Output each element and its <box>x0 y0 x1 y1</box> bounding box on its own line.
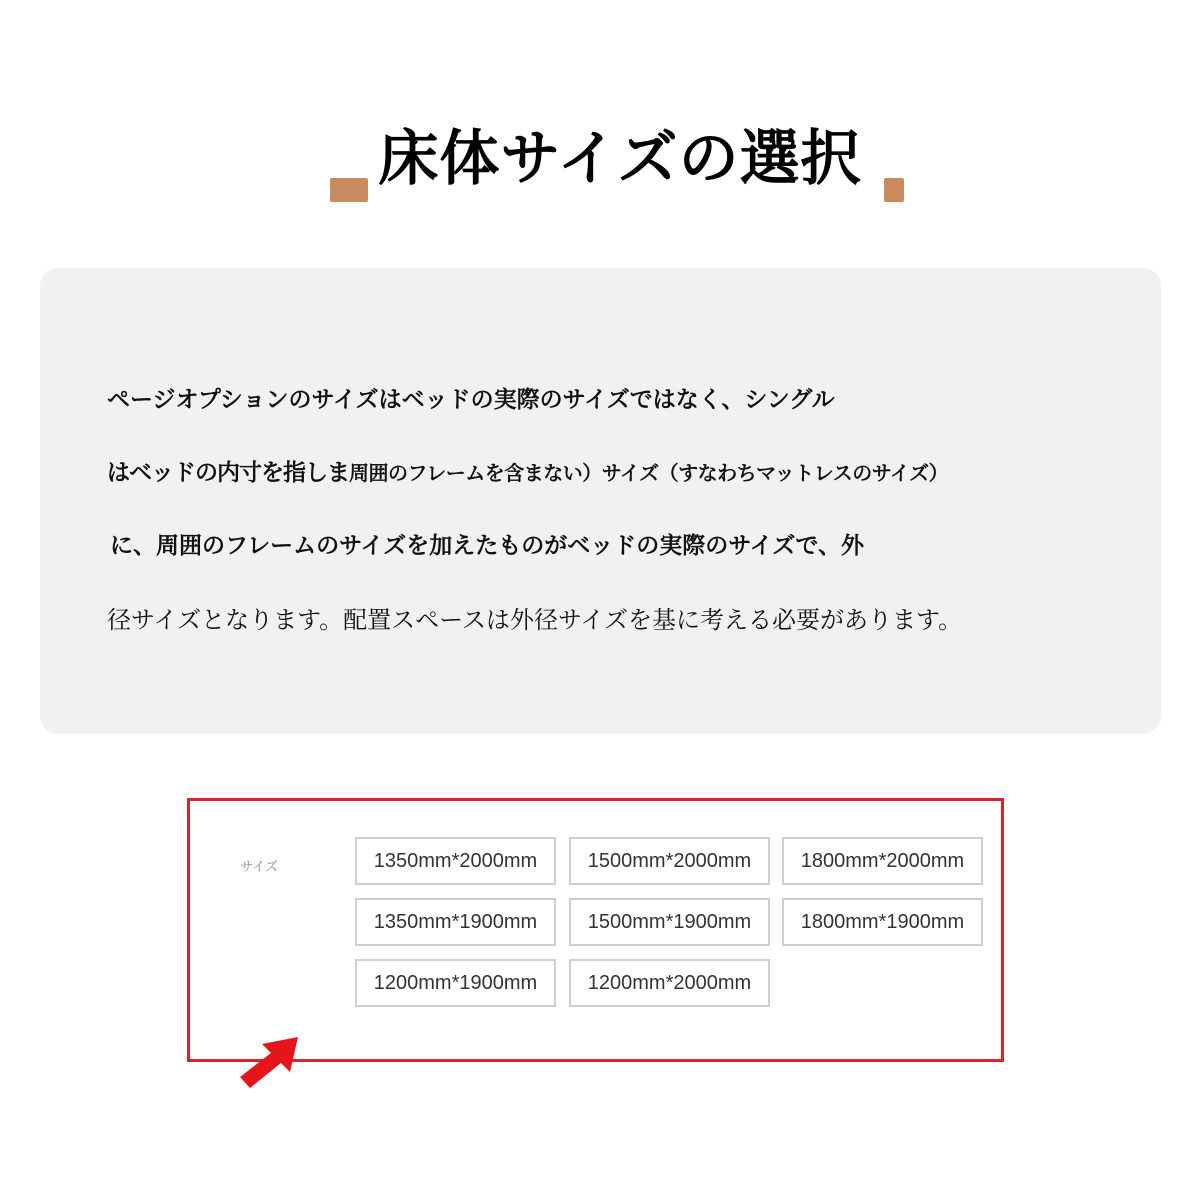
notice-line-3: に、周囲のフレームのサイズを加えたものがベッドの実際のサイズで、外 <box>110 533 864 559</box>
size-selector-label: サイズ <box>240 860 278 875</box>
size-option-1200x1900[interactable]: 1200mm*1900mm <box>355 959 556 1007</box>
notice-line-2-part-2: 周囲のフレームを含まない）サイズ（すなわちマットレスのサイズ） <box>349 461 949 485</box>
size-option-1200x2000[interactable]: 1200mm*2000mm <box>569 959 770 1007</box>
heading-block <box>330 112 904 206</box>
size-selector-highlight <box>187 798 1004 1062</box>
red-pointer-arrow-icon <box>236 1034 302 1090</box>
notice-line-2-part-1: はベッドの内寸を指しま <box>107 460 349 486</box>
page-title: 床体サイズの選択 <box>378 124 862 194</box>
notice-line-4: 径サイズとなります。配置スペースは外径サイズを基に考える必要があります。 <box>107 606 963 634</box>
size-notice-panel <box>40 268 1161 734</box>
size-option-1350x1900[interactable]: 1350mm*1900mm <box>355 898 556 946</box>
size-option-1350x2000[interactable]: 1350mm*2000mm <box>355 837 556 885</box>
notice-line-1: ページオプションのサイズはベッドの実際のサイズではなく、シングル <box>107 387 835 413</box>
notice-line-2 <box>107 457 948 489</box>
size-option-1800x2000[interactable]: 1800mm*2000mm <box>782 837 983 885</box>
size-option-1500x1900[interactable]: 1500mm*1900mm <box>569 898 770 946</box>
heading-accent-right <box>884 178 904 202</box>
size-option-1800x1900[interactable]: 1800mm*1900mm <box>782 898 983 946</box>
size-option-1500x2000[interactable]: 1500mm*2000mm <box>569 837 770 885</box>
